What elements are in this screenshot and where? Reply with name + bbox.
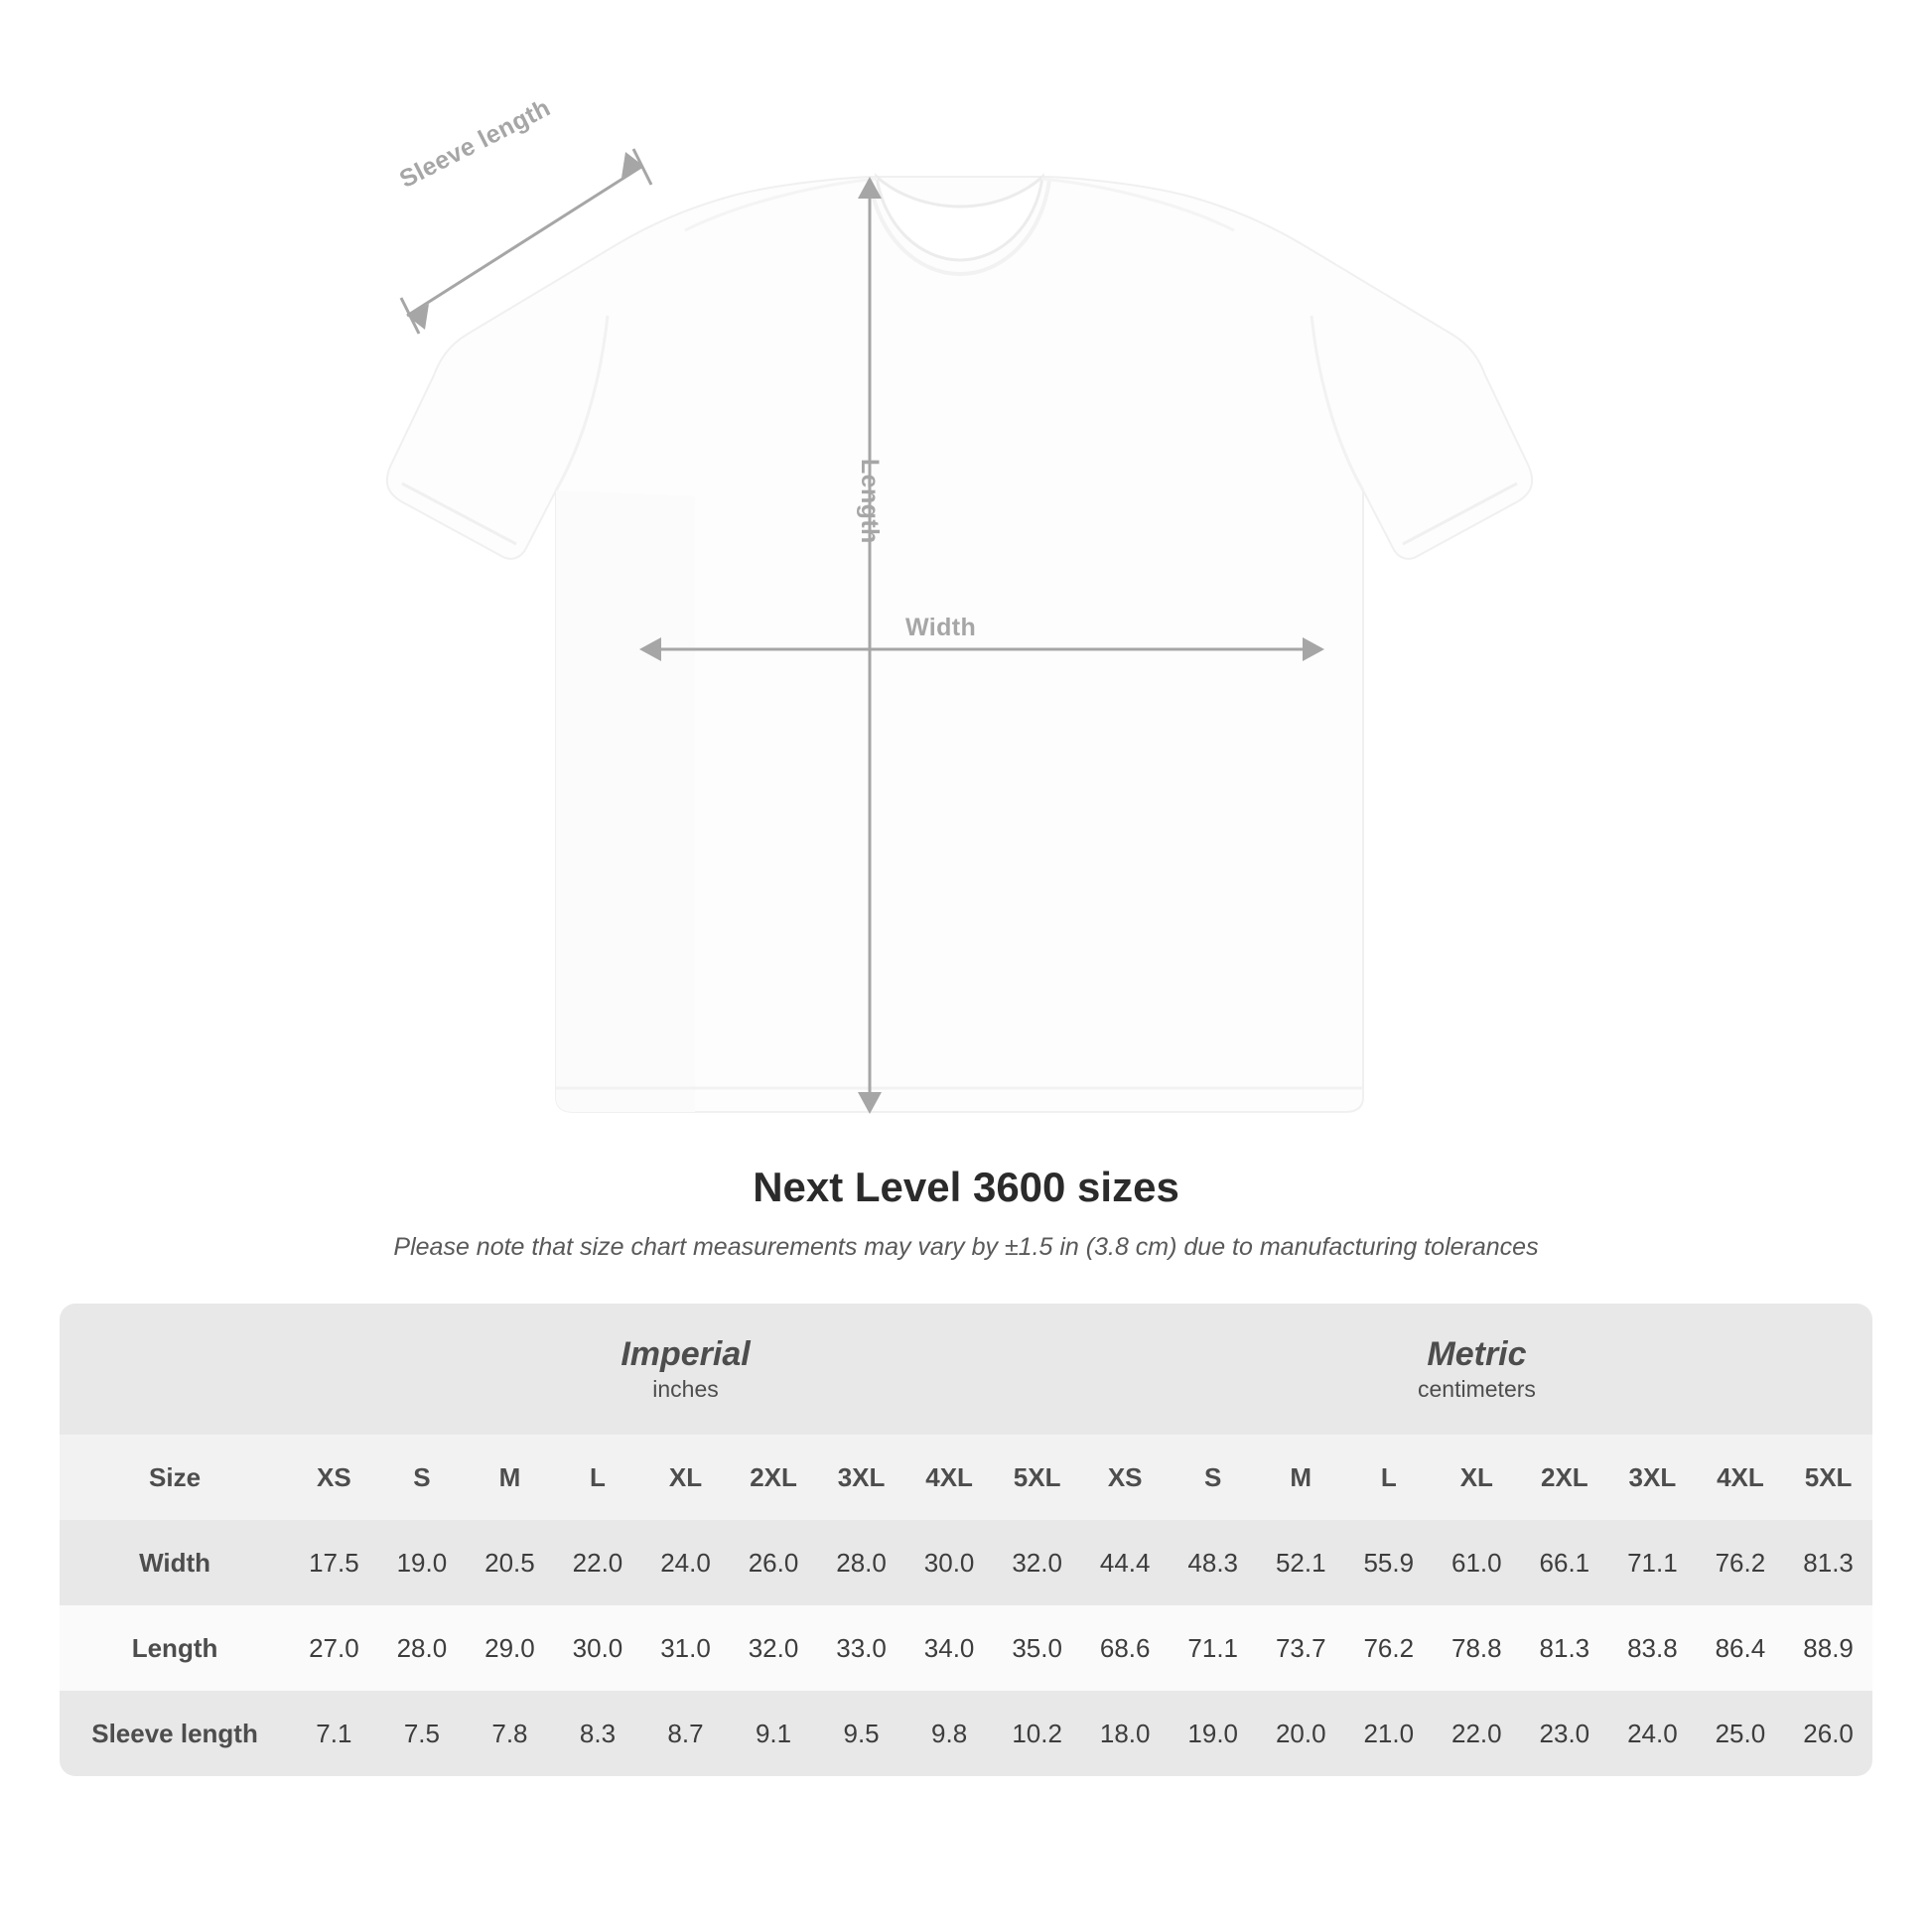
size-chart-table [60, 1304, 1872, 1776]
header-imperial-4xl: 4XL [905, 1435, 994, 1520]
size-header-row [60, 1435, 1872, 1520]
cell-length-metric-xs: 68.6 [1081, 1605, 1170, 1691]
cell-width-metric-l: 55.9 [1345, 1520, 1434, 1605]
unit-group-metric-sub: centimeters [1418, 1376, 1536, 1403]
cell-length-metric-l: 76.2 [1345, 1605, 1434, 1691]
header-imperial-xs: XS [290, 1435, 378, 1520]
cell-length-metric-xl: 78.8 [1433, 1605, 1521, 1691]
cell-width-imperial-l: 22.0 [554, 1520, 642, 1605]
header-metric-xl: XL [1433, 1435, 1521, 1520]
cell-sleeve-imperial-s: 7.5 [378, 1691, 467, 1776]
header-imperial-l: L [554, 1435, 642, 1520]
header-imperial-xl: XL [641, 1435, 730, 1520]
cell-width-metric-s: 48.3 [1169, 1520, 1257, 1605]
cell-width-imperial-xs: 17.5 [290, 1520, 378, 1605]
unit-group-metric [1081, 1304, 1872, 1435]
cell-sleeve-metric-5xl: 26.0 [1784, 1691, 1872, 1776]
header-imperial-3xl: 3XL [817, 1435, 905, 1520]
width-label: Width [905, 614, 977, 641]
header-size-label: Size [60, 1435, 290, 1520]
cell-sleeve-imperial-3xl: 9.5 [817, 1691, 905, 1776]
unit-group-imperial-name: Imperial [621, 1334, 751, 1373]
cell-sleeve-imperial-xs: 7.1 [290, 1691, 378, 1776]
row-label-width: Width [60, 1520, 290, 1605]
cell-length-imperial-xl: 31.0 [641, 1605, 730, 1691]
cell-sleeve-metric-l: 21.0 [1345, 1691, 1434, 1776]
row-label-sleeve-length: Sleeve length [60, 1691, 290, 1776]
cell-sleeve-metric-4xl: 25.0 [1697, 1691, 1785, 1776]
cell-sleeve-imperial-4xl: 9.8 [905, 1691, 994, 1776]
cell-length-metric-2xl: 81.3 [1521, 1605, 1609, 1691]
header-imperial-s: S [378, 1435, 467, 1520]
cell-length-imperial-s: 28.0 [378, 1605, 467, 1691]
header-metric-3xl: 3XL [1608, 1435, 1697, 1520]
cell-width-metric-5xl: 81.3 [1784, 1520, 1872, 1605]
cell-sleeve-imperial-m: 7.8 [466, 1691, 554, 1776]
cell-length-imperial-5xl: 35.0 [993, 1605, 1081, 1691]
cell-width-metric-4xl: 76.2 [1697, 1520, 1785, 1605]
cell-length-metric-s: 71.1 [1169, 1605, 1257, 1691]
cell-sleeve-metric-xl: 22.0 [1433, 1691, 1521, 1776]
page-title: Next Level 3600 sizes [753, 1164, 1179, 1210]
table-row [60, 1691, 1872, 1776]
length-label: Length [856, 459, 884, 544]
unit-group-metric-name: Metric [1427, 1334, 1527, 1373]
cell-length-metric-3xl: 83.8 [1608, 1605, 1697, 1691]
sleeve-length-label: Sleeve length [395, 93, 555, 194]
cell-length-metric-5xl: 88.9 [1784, 1605, 1872, 1691]
cell-length-metric-4xl: 86.4 [1697, 1605, 1785, 1691]
row-label-length: Length [60, 1605, 290, 1691]
cell-width-imperial-3xl: 28.0 [817, 1520, 905, 1605]
cell-length-imperial-2xl: 32.0 [730, 1605, 818, 1691]
header-metric-s: S [1169, 1435, 1257, 1520]
cell-width-metric-xl: 61.0 [1433, 1520, 1521, 1605]
cell-sleeve-metric-m: 20.0 [1257, 1691, 1345, 1776]
cell-sleeve-metric-s: 19.0 [1169, 1691, 1257, 1776]
header-imperial-5xl: 5XL [993, 1435, 1081, 1520]
cell-width-metric-m: 52.1 [1257, 1520, 1345, 1605]
cell-width-imperial-xl: 24.0 [641, 1520, 730, 1605]
cell-sleeve-metric-2xl: 23.0 [1521, 1691, 1609, 1776]
cell-sleeve-metric-3xl: 24.0 [1608, 1691, 1697, 1776]
cell-sleeve-metric-xs: 18.0 [1081, 1691, 1170, 1776]
unit-header-row [60, 1304, 1872, 1435]
unit-group-imperial-sub: inches [652, 1376, 719, 1403]
table-row [60, 1605, 1872, 1691]
unit-header-corner [60, 1304, 290, 1435]
header-metric-m: M [1257, 1435, 1345, 1520]
cell-length-imperial-xs: 27.0 [290, 1605, 378, 1691]
cell-length-imperial-4xl: 34.0 [905, 1605, 994, 1691]
tolerance-note: Please note that size chart measurements may vary by ±1.5 in (3.8 cm) due to manufacturing tolerances [393, 1233, 1539, 1261]
header-metric-l: L [1345, 1435, 1434, 1520]
cell-sleeve-imperial-2xl: 9.1 [730, 1691, 818, 1776]
cell-width-metric-xs: 44.4 [1081, 1520, 1170, 1605]
cell-sleeve-imperial-5xl: 10.2 [993, 1691, 1081, 1776]
header-metric-4xl: 4XL [1697, 1435, 1785, 1520]
cell-width-imperial-s: 19.0 [378, 1520, 467, 1605]
cell-width-metric-2xl: 66.1 [1521, 1520, 1609, 1605]
cell-length-imperial-3xl: 33.0 [817, 1605, 905, 1691]
cell-length-imperial-m: 29.0 [466, 1605, 554, 1691]
cell-width-imperial-2xl: 26.0 [730, 1520, 818, 1605]
cell-sleeve-imperial-l: 8.3 [554, 1691, 642, 1776]
cell-width-metric-3xl: 71.1 [1608, 1520, 1697, 1605]
tshirt-shape [387, 177, 1532, 1112]
header-metric-xs: XS [1081, 1435, 1170, 1520]
cell-length-metric-m: 73.7 [1257, 1605, 1345, 1691]
cell-length-imperial-l: 30.0 [554, 1605, 642, 1691]
table-row [60, 1520, 1872, 1605]
cell-width-imperial-m: 20.5 [466, 1520, 554, 1605]
header-imperial-2xl: 2XL [730, 1435, 818, 1520]
header-metric-5xl: 5XL [1784, 1435, 1872, 1520]
cell-width-imperial-5xl: 32.0 [993, 1520, 1081, 1605]
unit-group-imperial [290, 1304, 1081, 1435]
size-chart-container [60, 1304, 1872, 1776]
header-metric-2xl: 2XL [1521, 1435, 1609, 1520]
cell-sleeve-imperial-xl: 8.7 [641, 1691, 730, 1776]
cell-width-imperial-4xl: 30.0 [905, 1520, 994, 1605]
header-imperial-m: M [466, 1435, 554, 1520]
